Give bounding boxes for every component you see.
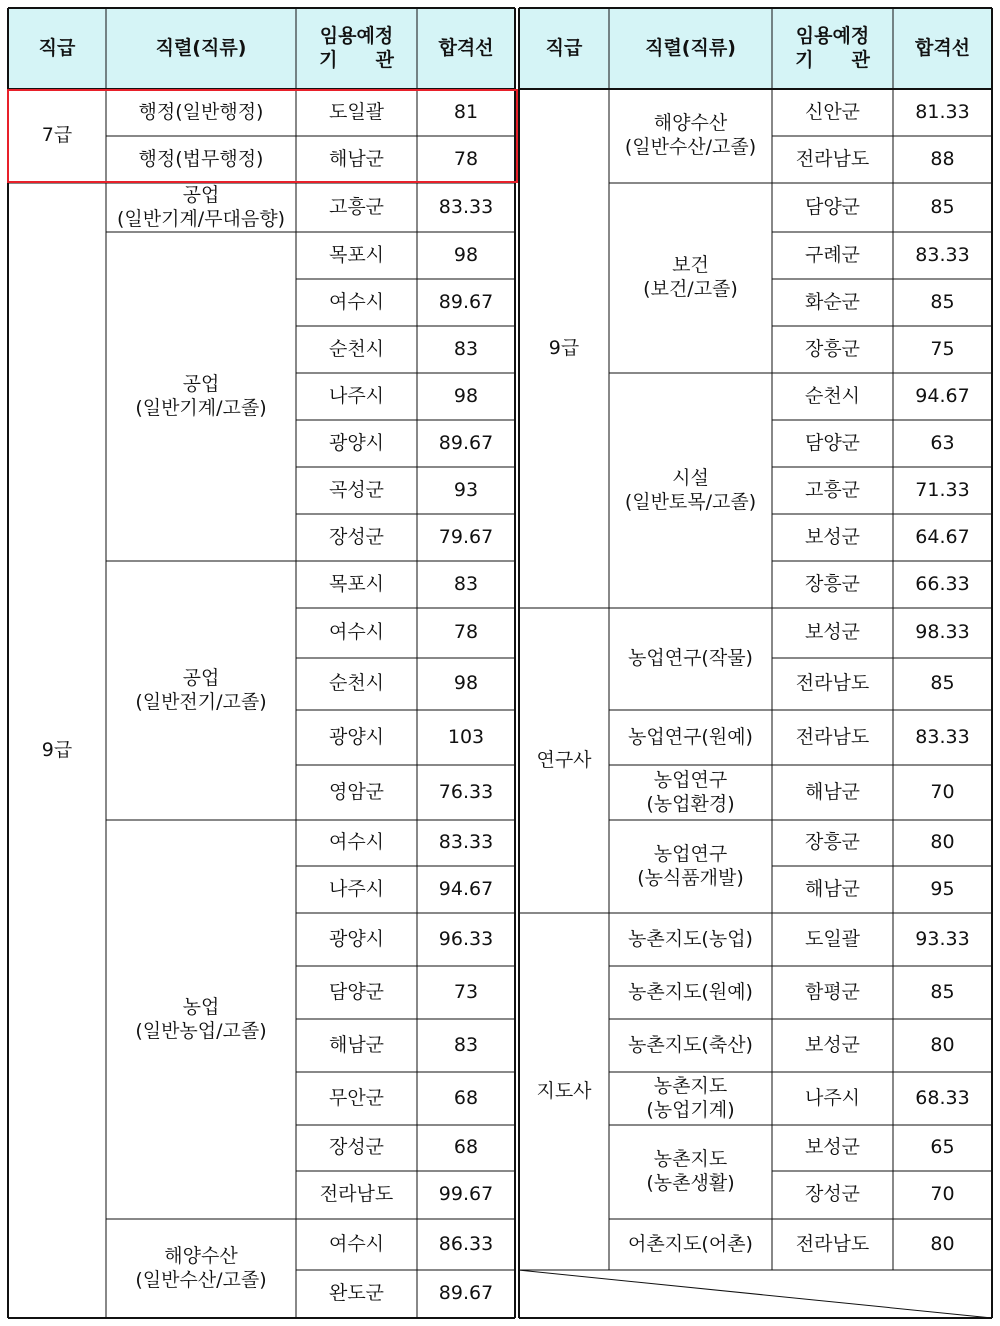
score-cell: 89.67 <box>438 1282 494 1305</box>
score-cell: 95 <box>930 877 955 900</box>
agency-cell: 여수시 <box>328 831 385 854</box>
series-group-cell: 농촌지도(축산) <box>628 1033 753 1056</box>
agency-cell: 보성군 <box>804 1033 861 1056</box>
agency-cell: 담양군 <box>804 431 861 454</box>
agency-cell: 광양시 <box>328 431 385 454</box>
agency-cell: 담양군 <box>804 195 861 218</box>
agency-cell: 구례군 <box>804 243 861 266</box>
agency-cell: 고흥군 <box>804 478 861 501</box>
agency-cell: 여수시 <box>328 621 385 644</box>
agency-cell: 담양군 <box>328 980 385 1003</box>
agency-cell: 완도군 <box>328 1282 385 1305</box>
score-cell: 85 <box>930 195 955 218</box>
agency-cell: 여수시 <box>328 290 385 313</box>
series-group-cell: 농촌지도 (농촌생활) <box>646 1148 735 1194</box>
agency-cell: 장흥군 <box>804 572 861 595</box>
score-cell: 93 <box>453 478 479 501</box>
agency-cell: 보성군 <box>804 621 861 644</box>
series-group-cell: 농업연구(원예) <box>628 725 753 748</box>
score-cell: 85 <box>930 980 955 1003</box>
score-cell: 83 <box>453 572 479 595</box>
agency-cell: 장성군 <box>328 1136 385 1159</box>
agency-cell: 나주시 <box>804 1086 861 1109</box>
grade-instructor-cell: 지도사 <box>536 1079 592 1102</box>
score-cell: 65 <box>930 1136 955 1159</box>
agency-cell: 장흥군 <box>804 337 861 360</box>
score-cell: 88 <box>930 147 955 170</box>
agency-cell: 전라남도 <box>795 725 870 748</box>
grade-7-cell: 7급 <box>41 124 73 147</box>
header-series-left: 직렬(직류) <box>106 8 296 89</box>
agency-cell: 전라남도 <box>795 672 870 695</box>
agency-cell: 장성군 <box>804 1183 861 1206</box>
grade-9-cell: 9급 <box>41 738 73 761</box>
score-cell: 79.67 <box>438 525 494 548</box>
score-cell: 85 <box>930 290 955 313</box>
score-cell: 94.67 <box>915 384 970 407</box>
series-group-cell: 농촌지도 (농업기계) <box>646 1074 735 1121</box>
header-grade-right: 직급 <box>519 8 609 89</box>
score-cell: 89.67 <box>438 290 494 313</box>
series-group-cell: 공업 (일반기계/고졸) <box>135 372 267 419</box>
series-group-cell: 농업연구(작물) <box>628 647 753 670</box>
agency-cell: 해남군 <box>804 780 861 803</box>
score-cell: 70 <box>930 1183 955 1206</box>
agency-cell: 도일괄 <box>328 100 385 123</box>
agency-cell: 전라남도 <box>319 1183 394 1206</box>
score-cell: 68.33 <box>915 1086 970 1109</box>
agency-cell: 신안군 <box>804 100 861 123</box>
header-agency-left: 임용예정 기 관 <box>296 8 417 89</box>
score-cell: 98.33 <box>915 621 970 644</box>
agency-cell: 순천시 <box>328 337 385 360</box>
agency-cell: 광양시 <box>328 725 385 748</box>
score-cell: 89.67 <box>438 431 494 454</box>
score-cell: 80 <box>930 831 955 854</box>
agency-cell: 장흥군 <box>804 831 861 854</box>
series-group-cell: 농업연구 (농식품개발) <box>637 842 744 889</box>
agency-cell: 해남군 <box>804 877 861 900</box>
score-cell: 94.67 <box>438 877 494 900</box>
score-cell: 98 <box>453 384 479 407</box>
score-cell: 81 <box>453 100 479 123</box>
score-cell: 75 <box>930 337 955 360</box>
series-group-cell: 농촌지도(농업) <box>628 927 753 950</box>
score-cell: 98 <box>453 672 479 695</box>
series-cell: 행정(법무행정) <box>138 147 264 170</box>
series-cell: 공업 (일반기계/무대음향) <box>116 183 286 230</box>
agency-cell: 함평군 <box>804 980 861 1003</box>
agency-cell: 화순군 <box>804 290 861 313</box>
score-cell: 66.33 <box>915 572 970 595</box>
series-group-cell: 농업연구 (농업환경) <box>646 768 735 815</box>
grade-9-right-cell: 9급 <box>548 336 580 359</box>
header-series-right: 직렬(직류) <box>609 8 772 89</box>
agency-cell: 나주시 <box>328 877 385 900</box>
score-cell: 83.33 <box>438 195 494 218</box>
series-group-cell: 보건 (보건/고졸) <box>643 254 738 300</box>
score-cell: 68 <box>453 1136 479 1159</box>
score-cell: 83.33 <box>915 725 970 748</box>
agency-cell: 무안군 <box>328 1086 385 1109</box>
score-cell: 83 <box>453 1033 479 1056</box>
score-cell: 96.33 <box>438 927 494 950</box>
agency-cell: 전라남도 <box>795 147 870 170</box>
agency-cell: 순천시 <box>804 384 861 407</box>
score-cell: 78 <box>453 147 479 170</box>
agency-cell: 순천시 <box>328 672 385 695</box>
series-group-cell: 해양수산 (일반수산/고졸) <box>624 112 757 158</box>
score-cell: 63 <box>930 431 955 454</box>
agency-cell: 고흥군 <box>328 195 385 218</box>
header-grade-left: 직급 <box>8 8 106 89</box>
score-cell: 78 <box>453 621 479 644</box>
header-agency-right: 임용예정 기 관 <box>772 8 893 89</box>
agency-cell: 해남군 <box>328 1033 385 1056</box>
score-cell: 71.33 <box>915 478 970 501</box>
score-cell: 68 <box>453 1086 479 1109</box>
grade-researcher-cell: 연구사 <box>536 748 592 771</box>
series-group-cell: 공업 (일반전기/고졸) <box>135 666 267 713</box>
score-cell: 83 <box>453 337 479 360</box>
header-cutoff-right: 합격선 <box>893 8 992 89</box>
score-cell: 103 <box>447 725 485 748</box>
score-cell: 93.33 <box>915 927 970 950</box>
series-group-cell: 농업 (일반농업/고졸) <box>135 995 267 1042</box>
score-cell: 64.67 <box>915 525 970 548</box>
score-cell: 73 <box>453 980 479 1003</box>
score-cell: 81.33 <box>915 100 970 123</box>
agency-cell: 목포시 <box>328 243 385 266</box>
agency-cell: 보성군 <box>804 1136 861 1159</box>
series-group-cell: 해양수산 (일반수산/고졸) <box>135 1244 267 1291</box>
score-cell: 70 <box>930 780 955 803</box>
agency-cell: 보성군 <box>804 525 861 548</box>
score-cell: 76.33 <box>438 780 494 803</box>
agency-cell: 목포시 <box>328 572 385 595</box>
score-cell: 80 <box>930 1033 955 1056</box>
score-cell: 98 <box>453 243 479 266</box>
agency-cell: 영암군 <box>328 780 385 803</box>
score-cell: 83.33 <box>438 831 494 854</box>
score-cell: 80 <box>930 1232 955 1255</box>
agency-cell: 해남군 <box>328 147 385 170</box>
series-cell: 행정(일반행정) <box>138 100 264 123</box>
series-group-cell: 농촌지도(원예) <box>628 980 753 1003</box>
score-cell: 86.33 <box>438 1232 494 1255</box>
agency-cell: 장성군 <box>328 525 385 548</box>
score-cell: 85 <box>930 672 955 695</box>
score-cell: 99.67 <box>438 1183 494 1206</box>
agency-cell: 곡성군 <box>328 478 385 501</box>
header-cutoff-left: 합격선 <box>417 8 515 89</box>
agency-cell: 여수시 <box>328 1232 385 1255</box>
agency-cell: 전라남도 <box>795 1232 870 1255</box>
series-group-cell: 시설 (일반토목/고졸) <box>624 466 757 513</box>
agency-cell: 광양시 <box>328 927 385 950</box>
agency-cell: 나주시 <box>328 384 385 407</box>
score-cell: 83.33 <box>915 243 970 266</box>
series-group-cell: 어촌지도(어촌) <box>628 1232 753 1255</box>
agency-cell: 도일괄 <box>804 927 861 950</box>
